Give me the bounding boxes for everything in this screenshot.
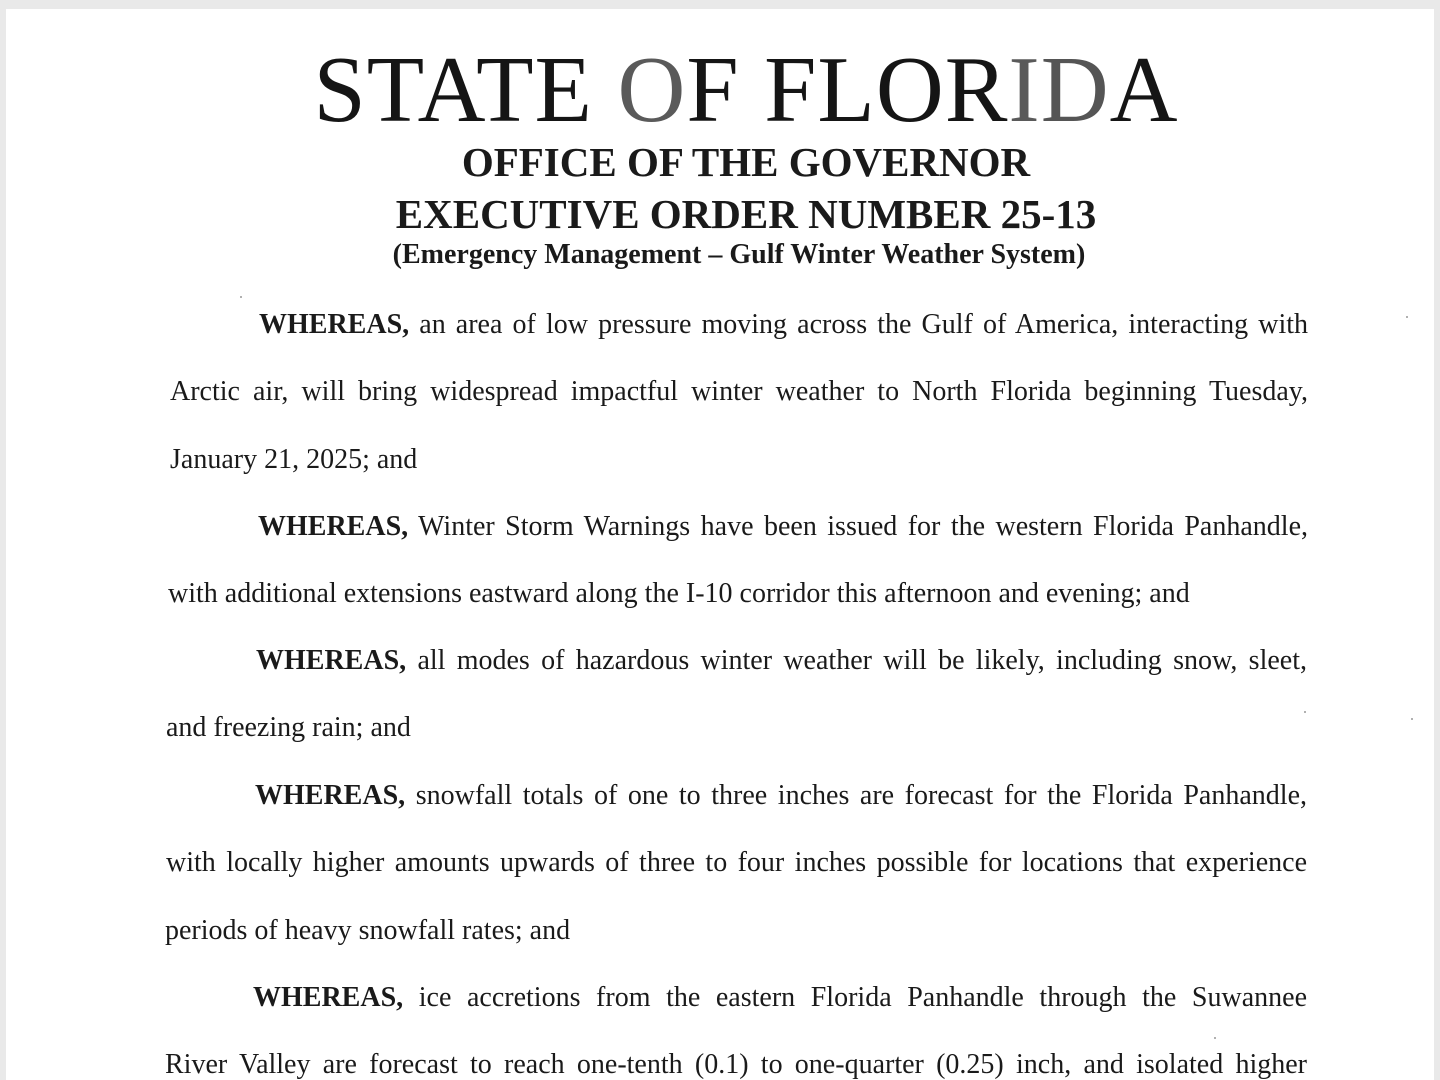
paragraph-line: January 21, 2025; and — [170, 444, 418, 475]
paragraph-line — [258, 513, 1308, 541]
scan-speck — [240, 296, 242, 298]
scan-speck — [1406, 316, 1408, 318]
paragraph-line: and freezing rain; and — [166, 712, 411, 743]
whereas-lead: WHEREAS, — [258, 511, 409, 542]
paragraph-text: Winter Storm Warnings have been issued for the western Florida Panhandle, — [408, 511, 1308, 542]
paragraph-line: periods of heavy snowfall rates; and — [165, 915, 571, 946]
state-title-part: O — [617, 38, 687, 142]
paragraph-text: all modes of hazardous winter weather will be likely, including snow, sleet, — [406, 645, 1307, 676]
office-heading: OFFICE OF THE GOVERNOR — [461, 139, 1031, 185]
paragraph-line — [253, 984, 1307, 1012]
executive-order-heading: EXECUTIVE ORDER NUMBER 25-13 — [395, 191, 1097, 237]
state-title — [6, 38, 1434, 142]
scan-speck — [1304, 711, 1306, 713]
paragraph-line — [259, 311, 1308, 339]
state-title-part: I — [1008, 38, 1041, 142]
state-title-part: D — [1040, 38, 1110, 142]
paragraph-text: ice accretions from the eastern Florida Panhandle through the Suwannee — [403, 982, 1307, 1013]
scan-speck — [1411, 718, 1413, 720]
whereas-lead: WHEREAS, — [255, 780, 406, 811]
whereas-lead: WHEREAS, — [259, 309, 410, 340]
whereas-lead: WHEREAS, — [253, 982, 404, 1013]
paragraph-line — [255, 782, 1307, 810]
order-subtitle: (Emergency Management – Gulf Winter Weather System) — [392, 239, 1086, 270]
state-title-part: A — [1109, 38, 1179, 142]
state-title-part: F FLOR — [686, 38, 1009, 142]
paragraph-text: snowfall totals of one to three inches are forecast for the Florida Panhandle, — [405, 780, 1307, 811]
whereas-lead: WHEREAS, — [256, 645, 407, 676]
paragraph-line: with additional extensions eastward along the I-10 corridor this afternoon and evening; and — [168, 578, 1190, 609]
paragraph-line: Arctic air, will bring widespread impactful winter weather to North Florida beginning Tuesday, — [170, 376, 1308, 407]
paragraph-line: with locally higher amounts upwards of three to four inches possible for locations that experience — [166, 847, 1307, 878]
paragraph-line — [256, 647, 1307, 675]
paragraph-line: River Valley are forecast to reach one-tenth (0.1) to one-quarter (0.25) inch, and isolated higher — [165, 1049, 1307, 1080]
document-page — [6, 9, 1434, 1080]
scan-speck — [1214, 1037, 1216, 1039]
paragraph-text: an area of low pressure moving across the Gulf of America, interacting with — [409, 309, 1308, 340]
state-title-part: STATE — [313, 38, 618, 142]
